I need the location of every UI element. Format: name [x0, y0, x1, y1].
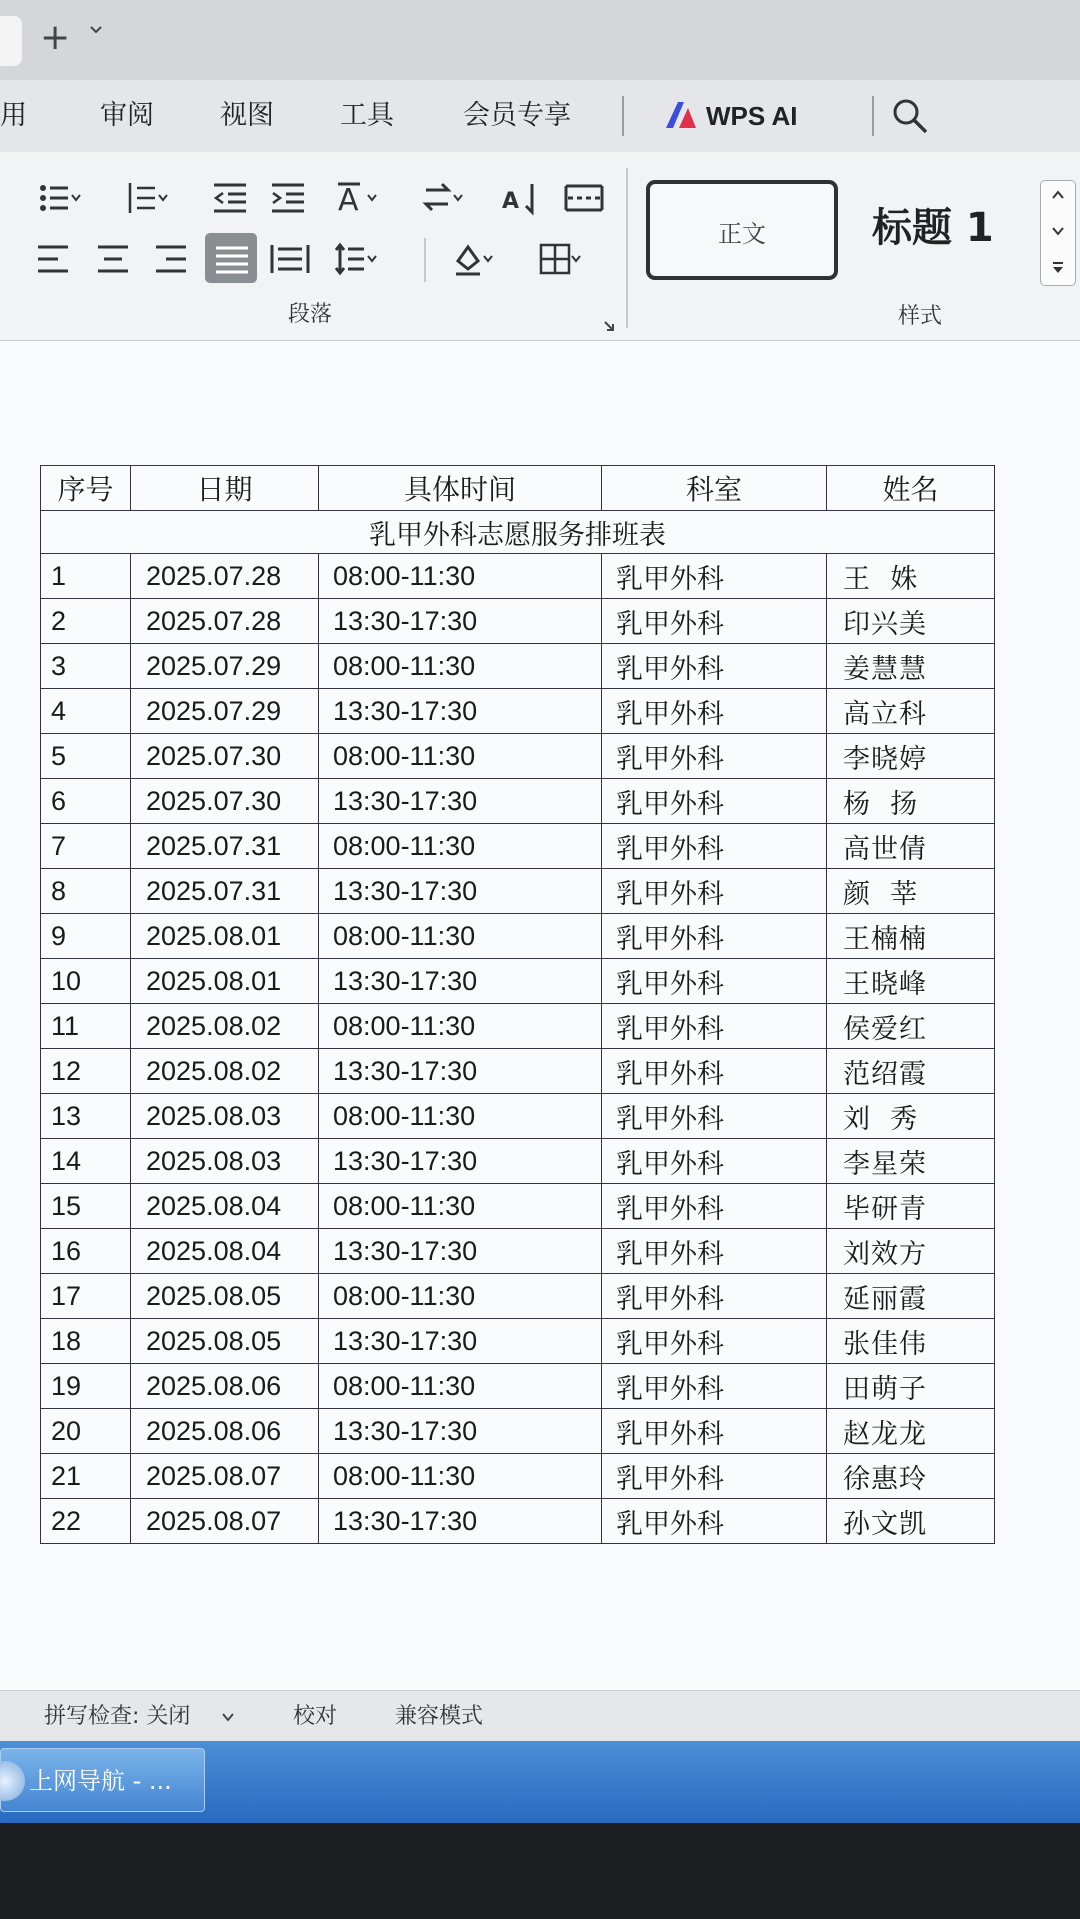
table-header-row — [41, 466, 995, 511]
time-cell[interactable]: 08:00-11:30 — [319, 734, 602, 779]
table-row — [41, 1094, 995, 1139]
menu-wps-ai[interactable]: WPS AI — [706, 101, 798, 131]
time-cell[interactable]: 13:30-17:30 — [319, 1049, 602, 1094]
chevron-down-icon[interactable] — [1051, 225, 1065, 237]
name-cell[interactable]: 延丽霞 — [827, 1274, 995, 1319]
department-cell[interactable]: 乳甲外科 — [602, 914, 827, 959]
seq-cell[interactable]: 2 — [41, 599, 131, 644]
department-cell[interactable]: 乳甲外科 — [602, 1319, 827, 1364]
dialog-launcher-icon[interactable] — [603, 320, 615, 332]
date-cell[interactable]: 2025.08.07 — [131, 1454, 319, 1499]
table-row — [41, 1364, 995, 1409]
seq-cell[interactable]: 15 — [41, 1184, 131, 1229]
header-time[interactable]: 具体时间 — [319, 466, 602, 511]
seq-cell[interactable]: 7 — [41, 824, 131, 869]
date-cell[interactable]: 2025.08.06 — [131, 1409, 319, 1454]
bullet-list-icon[interactable] — [38, 180, 82, 216]
increase-indent-icon[interactable] — [268, 180, 312, 216]
compat-mode-status: 兼容模式 — [395, 1704, 484, 1729]
styles-group-label: 样式 — [898, 304, 943, 329]
search-icon[interactable] — [890, 96, 930, 136]
name-cell[interactable]: 孙文凯 — [827, 1499, 995, 1544]
menu-tools[interactable]: 工具 — [340, 100, 394, 131]
time-cell[interactable]: 13:30-17:30 — [319, 1319, 602, 1364]
name-cell[interactable]: 徐惠玲 — [827, 1454, 995, 1499]
name-cell[interactable]: 田萌子 — [827, 1364, 995, 1409]
time-cell[interactable]: 13:30-17:30 — [319, 1229, 602, 1274]
text-direction-icon[interactable] — [422, 180, 466, 216]
align-justify-icon[interactable] — [211, 241, 255, 277]
sort-icon[interactable] — [502, 180, 546, 216]
date-cell[interactable]: 2025.08.01 — [131, 959, 319, 1004]
time-cell[interactable]: 08:00-11:30 — [319, 1094, 602, 1139]
date-cell[interactable]: 2025.08.04 — [131, 1229, 319, 1274]
time-cell[interactable]: 13:30-17:30 — [319, 599, 602, 644]
header-name[interactable]: 姓名 — [827, 466, 995, 511]
department-cell[interactable]: 乳甲外科 — [602, 1454, 827, 1499]
align-right-icon[interactable] — [152, 241, 196, 277]
time-cell[interactable]: 13:30-17:30 — [319, 779, 602, 824]
name-cell[interactable]: 王 姝 — [827, 554, 995, 599]
table-row — [41, 1049, 995, 1094]
name-cell[interactable]: 高立科 — [827, 689, 995, 734]
style-normal-button[interactable]: 正文 — [646, 180, 838, 280]
date-cell[interactable]: 2025.07.31 — [131, 824, 319, 869]
seq-cell[interactable]: 9 — [41, 914, 131, 959]
expand-styles-icon[interactable] — [1051, 261, 1065, 275]
seq-cell[interactable]: 18 — [41, 1319, 131, 1364]
date-cell[interactable]: 2025.07.30 — [131, 779, 319, 824]
spellcheck-status[interactable]: 拼写检查: 关闭 — [44, 1704, 191, 1729]
date-cell[interactable]: 2025.07.31 — [131, 869, 319, 914]
time-cell[interactable]: 08:00-11:30 — [319, 914, 602, 959]
table-row — [41, 1319, 995, 1364]
seq-cell[interactable]: 12 — [41, 1049, 131, 1094]
department-cell[interactable]: 乳甲外科 — [602, 1049, 827, 1094]
distributed-align-icon[interactable] — [270, 241, 314, 277]
date-cell[interactable]: 2025.08.04 — [131, 1184, 319, 1229]
date-cell[interactable]: 2025.08.03 — [131, 1094, 319, 1139]
department-cell[interactable]: 乳甲外科 — [602, 1004, 827, 1049]
name-cell[interactable]: 侯爱红 — [827, 1004, 995, 1049]
date-cell[interactable]: 2025.08.05 — [131, 1319, 319, 1364]
borders-icon[interactable] — [538, 241, 582, 277]
department-cell[interactable]: 乳甲外科 — [602, 824, 827, 869]
date-cell[interactable]: 2025.07.29 — [131, 644, 319, 689]
date-cell[interactable]: 2025.08.01 — [131, 914, 319, 959]
seq-cell[interactable]: 11 — [41, 1004, 131, 1049]
wps-ai-logo-icon — [664, 100, 698, 130]
table-row — [41, 1184, 995, 1229]
align-left-icon[interactable] — [34, 241, 78, 277]
table-row — [41, 734, 995, 779]
numbered-list-icon[interactable] — [125, 180, 169, 216]
date-cell[interactable]: 2025.07.28 — [131, 554, 319, 599]
name-cell[interactable]: 李星荣 — [827, 1139, 995, 1184]
department-cell[interactable]: 乳甲外科 — [602, 734, 827, 779]
name-cell[interactable]: 刘 秀 — [827, 1094, 995, 1139]
name-cell[interactable]: 赵龙龙 — [827, 1409, 995, 1454]
seq-cell[interactable]: 21 — [41, 1454, 131, 1499]
time-cell[interactable]: 13:30-17:30 — [319, 869, 602, 914]
browser-icon — [0, 1761, 25, 1801]
time-cell[interactable]: 13:30-17:30 — [319, 959, 602, 1004]
header-date[interactable]: 日期 — [131, 466, 319, 511]
department-cell[interactable]: 乳甲外科 — [602, 869, 827, 914]
department-cell[interactable]: 乳甲外科 — [602, 1409, 827, 1454]
table-row — [41, 1274, 995, 1319]
seq-cell[interactable]: 13 — [41, 1094, 131, 1139]
title-bar — [0, 0, 1080, 80]
table-row — [41, 1229, 995, 1274]
table-row — [41, 869, 995, 914]
ribbon-divider — [626, 168, 628, 328]
header-department[interactable]: 科室 — [602, 466, 827, 511]
seq-cell[interactable]: 10 — [41, 959, 131, 1004]
seq-cell[interactable]: 22 — [41, 1499, 131, 1544]
department-cell[interactable]: 乳甲外科 — [602, 599, 827, 644]
taskbar-item-label: 上网导航 - ... — [29, 1767, 172, 1795]
name-cell[interactable]: 王晓峰 — [827, 959, 995, 1004]
svg-text:A: A — [338, 183, 359, 216]
seq-cell[interactable]: 19 — [41, 1364, 131, 1409]
time-cell[interactable]: 08:00-11:30 — [319, 824, 602, 869]
ribbon-divider — [424, 238, 426, 282]
table-row — [41, 1499, 995, 1544]
department-cell[interactable]: 乳甲外科 — [602, 1229, 827, 1274]
styles-scroll[interactable] — [1040, 180, 1076, 286]
date-cell[interactable]: 2025.08.07 — [131, 1499, 319, 1544]
decrease-indent-icon[interactable] — [210, 180, 254, 216]
date-cell[interactable]: 2025.08.02 — [131, 1049, 319, 1094]
table-row — [41, 599, 995, 644]
time-cell[interactable]: 08:00-11:30 — [319, 554, 602, 599]
table-title[interactable]: 乳甲外科志愿服务排班表 — [41, 511, 995, 554]
seq-cell[interactable]: 20 — [41, 1409, 131, 1454]
align-center-icon[interactable] — [94, 241, 138, 277]
name-cell[interactable]: 毕研青 — [827, 1184, 995, 1229]
table-row — [41, 1139, 995, 1184]
taskbar-browser-item[interactable] — [0, 1748, 205, 1812]
seq-cell[interactable]: 16 — [41, 1229, 131, 1274]
proofread-status[interactable]: 校对 — [293, 1704, 338, 1729]
seq-cell[interactable]: 5 — [41, 734, 131, 779]
name-cell[interactable]: 李晓婷 — [827, 734, 995, 779]
seq-cell[interactable]: 3 — [41, 644, 131, 689]
table-caption-row — [41, 511, 995, 554]
date-cell[interactable]: 2025.07.29 — [131, 689, 319, 734]
schedule-table — [40, 465, 995, 1544]
department-cell[interactable]: 乳甲外科 — [602, 1094, 827, 1139]
date-cell[interactable]: 2025.07.30 — [131, 734, 319, 779]
menu-divider — [872, 96, 874, 136]
time-cell[interactable]: 13:30-17:30 — [319, 1139, 602, 1184]
department-cell[interactable]: 乳甲外科 — [602, 1139, 827, 1184]
new-tab-button[interactable]: + — [40, 17, 71, 58]
chevron-down-icon[interactable] — [222, 1712, 234, 1722]
show-marks-icon[interactable] — [564, 180, 608, 216]
seq-cell[interactable]: 17 — [41, 1274, 131, 1319]
name-cell[interactable]: 刘效方 — [827, 1229, 995, 1274]
time-cell[interactable]: 13:30-17:30 — [319, 1409, 602, 1454]
chevron-up-icon[interactable] — [1051, 189, 1065, 201]
name-cell[interactable]: 印兴美 — [827, 599, 995, 644]
name-cell[interactable]: 杨 扬 — [827, 779, 995, 824]
time-cell[interactable]: 08:00-11:30 — [319, 1004, 602, 1049]
menu-member[interactable]: 会员专享 — [463, 100, 571, 131]
name-cell[interactable]: 王楠楠 — [827, 914, 995, 959]
shading-icon[interactable] — [452, 241, 496, 277]
table-row — [41, 824, 995, 869]
date-cell[interactable]: 2025.08.03 — [131, 1139, 319, 1184]
table-row — [41, 1004, 995, 1049]
name-cell[interactable]: 范绍霞 — [827, 1049, 995, 1094]
time-cell[interactable]: 08:00-11:30 — [319, 1454, 602, 1499]
time-cell[interactable]: 13:30-17:30 — [319, 1499, 602, 1544]
table-row — [41, 959, 995, 1004]
department-cell[interactable]: 乳甲外科 — [602, 1274, 827, 1319]
name-cell[interactable]: 姜慧慧 — [827, 644, 995, 689]
table-row — [41, 914, 995, 959]
seq-cell[interactable]: 8 — [41, 869, 131, 914]
table-row — [41, 1454, 995, 1499]
table-row — [41, 779, 995, 824]
department-cell[interactable]: 乳甲外科 — [602, 1184, 827, 1229]
department-cell[interactable]: 乳甲外科 — [602, 644, 827, 689]
seq-cell[interactable]: 4 — [41, 689, 131, 734]
chinese-layout-icon[interactable] — [336, 180, 380, 216]
menu-review[interactable]: 审阅 — [100, 100, 154, 131]
department-cell[interactable]: 乳甲外科 — [602, 554, 827, 599]
line-spacing-icon[interactable] — [334, 241, 378, 277]
date-cell[interactable]: 2025.07.28 — [131, 599, 319, 644]
header-seq[interactable]: 序号 — [41, 466, 131, 511]
monitor-bezel — [0, 1823, 1080, 1919]
time-cell[interactable]: 08:00-11:30 — [319, 1364, 602, 1409]
department-cell[interactable]: 乳甲外科 — [602, 1499, 827, 1544]
date-cell[interactable]: 2025.08.06 — [131, 1364, 319, 1409]
date-cell[interactable]: 2025.08.05 — [131, 1274, 319, 1319]
time-cell[interactable]: 13:30-17:30 — [319, 689, 602, 734]
table-row — [41, 644, 995, 689]
department-cell[interactable]: 乳甲外科 — [602, 689, 827, 734]
name-cell[interactable]: 高世倩 — [827, 824, 995, 869]
menu-divider — [622, 96, 624, 136]
document-tab[interactable] — [0, 16, 22, 66]
department-cell[interactable]: 乳甲外科 — [602, 1364, 827, 1409]
time-cell[interactable]: 08:00-11:30 — [319, 1184, 602, 1229]
department-cell[interactable]: 乳甲外科 — [602, 779, 827, 824]
style-heading1-button[interactable]: 标题 1 — [872, 205, 994, 251]
seq-cell[interactable]: 1 — [41, 554, 131, 599]
table-row — [41, 1409, 995, 1454]
seq-cell[interactable]: 6 — [41, 779, 131, 824]
chevron-down-icon[interactable] — [90, 24, 102, 36]
paragraph-group-label: 段落 — [288, 302, 333, 327]
table-row — [41, 689, 995, 734]
date-cell[interactable]: 2025.08.02 — [131, 1004, 319, 1049]
menu-view[interactable]: 视图 — [220, 100, 274, 131]
department-cell[interactable]: 乳甲外科 — [602, 959, 827, 1004]
svg-text:A: A — [502, 189, 520, 214]
seq-cell[interactable]: 14 — [41, 1139, 131, 1184]
name-cell[interactable]: 张佳伟 — [827, 1319, 995, 1364]
menu-reference[interactable]: 用 — [0, 100, 27, 131]
name-cell[interactable]: 颜 莘 — [827, 869, 995, 914]
table-row — [41, 554, 995, 599]
time-cell[interactable]: 08:00-11:30 — [319, 1274, 602, 1319]
time-cell[interactable]: 08:00-11:30 — [319, 644, 602, 689]
